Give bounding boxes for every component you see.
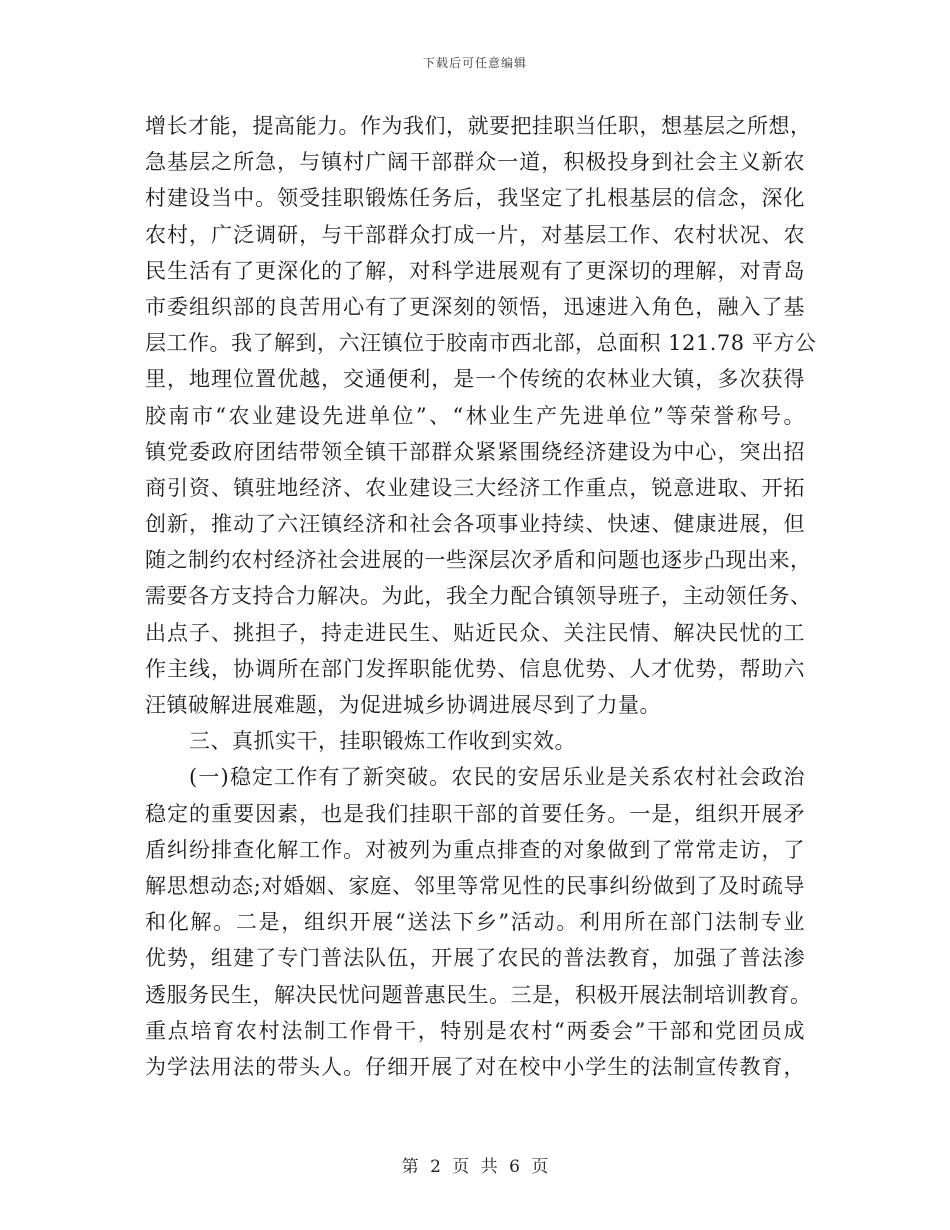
text-line: 汪镇破解进展难题，为促进城乡协调进展尽到了力量。 [145,693,661,717]
text-line: 里，地理位置优越，交通便利，是一个传统的农林业大镇，多次获得 [145,367,805,392]
text-line: 需要各方支持合力解决。为此，我全力配合镇领导班子，主动领任务、 [145,584,812,609]
text-line: 重点培育农村法制工作骨干，特别是农村“两委会”干部和党团员成 [145,1018,805,1043]
text-line: 增长才能，提高能力。作为我们，就要把挂职当任职，想基层之所想， [145,114,812,138]
text-line: 解思想动态;对婚姻、家庭、邻里等常见性的民事纠纷做到了及时疏导 [145,873,805,898]
document-body [145,108,817,1085]
text-line: 创新，推动了六汪镇经济和社会各项事业持续、快速、健康进展，但 [145,512,805,537]
text-line: 胶南市“农业建设先进单位”、“林业生产先进单位”等荣誉称号。 [145,403,805,428]
text-line: (一)稳定工作有了新突破。农民的安居乐业是关系农村社会政治 [189,765,805,790]
text-line: 镇党委政府团结带领全镇干部群众紧紧围绕经济建设为中心，突出招 [145,439,805,464]
text-line: 市委组织部的良苦用心有了更深刻的领悟，迅速进入角色，融入了基 [145,294,805,319]
text-line: 层工作。我了解到，六汪镇位于胶南市西北部，总面积 121.78 平方公 [145,331,817,356]
text-line: 为学法用法的带头人。仔细开展了对在校中小学生的法制宣传教育， [145,1054,805,1079]
text-line: 透服务民生，解决民忧问题普惠民生。三是，积极开展法制培训教育。 [145,982,812,1007]
page-header: 下载后可任意编辑 [422,56,527,70]
text-line: 和化解。二是，组织开展“送法下乡”活动。利用所在部门法制专业 [145,910,805,935]
text-line: 稳定的重要因素，也是我们挂职干部的首要任务。一是，组织开展矛 [145,801,805,826]
text-line: 农村，广泛调研，与干部群众打成一片，对基层工作、农村状况、农 [145,222,805,247]
text-line: 盾纠纷排查化解工作。对被列为重点排查的对象做到了常常走访，了 [145,837,805,862]
text-line: 优势，组建了专门普法队伍，开展了农民的普法教育，加强了普法渗 [145,946,805,971]
page-footer: 第 2 页 共 6 页 [401,1157,549,1177]
text-line: 随之制约农村经济社会进展的一些深层次矛盾和问题也逐步凸现出来， [145,548,812,573]
text-line: 作主线，协调所在部门发挥职能优势、信息优势、人才优势，帮助六 [145,656,805,681]
section-heading: 三、真抓实干，挂职锻炼工作收到实效。 [189,729,576,754]
text-line: 急基层之所急，与镇村广阔干部群众一道，积极投身到社会主义新农 [145,150,805,175]
text-line: 民生活有了更深化的了解，对科学进展观有了更深切的理解，对青岛 [145,258,805,283]
text-line: 出点子、挑担子，持走进民生、贴近民众、关注民情、解决民忧的工 [145,620,805,645]
text-line: 商引资、镇驻地经济、农业建设三大经济工作重点，锐意进取、开拓 [145,475,805,500]
text-line: 村建设当中。领受挂职锻炼任务后，我坚定了扎根基层的信念，深化 [145,186,805,211]
